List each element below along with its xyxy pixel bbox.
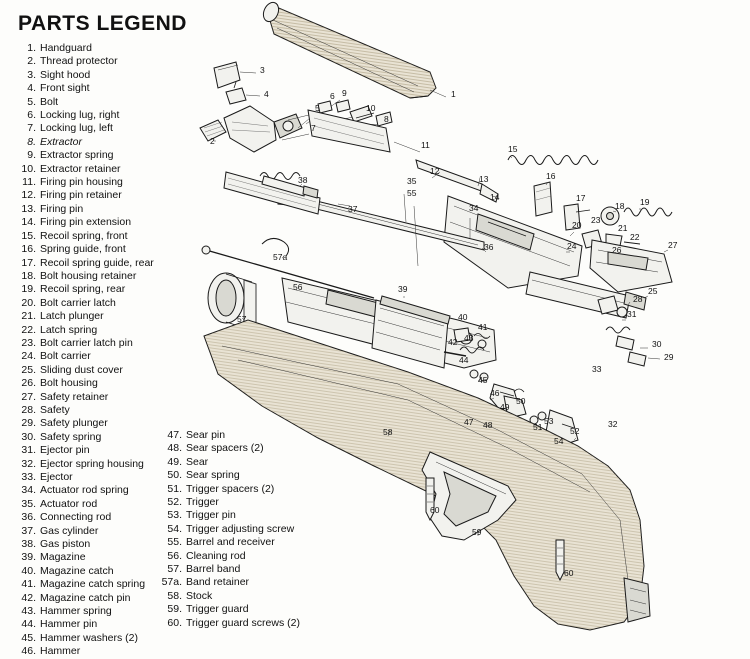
legend-item-label: Front sight — [40, 82, 90, 95]
legend-item-number: 31. — [21, 444, 36, 457]
callout-number: 45 — [478, 375, 488, 385]
legend-item-number: 45. — [21, 631, 36, 644]
legend-item — [14, 444, 174, 457]
legend-column-left — [14, 42, 174, 659]
legend-item-label: Sliding dust cover — [40, 363, 123, 376]
legend-item — [14, 364, 174, 377]
legend-item-number: 17. — [21, 256, 36, 269]
legend-item-label: Trigger guard screws (2) — [186, 616, 300, 629]
callout-number: 59 — [472, 527, 482, 537]
part-recoil-spring-rear — [624, 208, 672, 216]
part-sight-hood — [214, 62, 240, 88]
legend-item-number: 24. — [21, 350, 36, 363]
legend-item-label: Hammer spring — [40, 605, 112, 618]
page-title: PARTS LEGEND — [18, 12, 187, 35]
legend-item-number: 33. — [21, 471, 36, 483]
callout-number: 12 — [430, 166, 440, 176]
legend-item-number: 14. — [21, 216, 36, 229]
legend-item-number: 48. — [167, 442, 182, 455]
legend-item-number: 22. — [21, 323, 36, 336]
legend-item-number: 18. — [21, 269, 36, 282]
callout-number: 56 — [293, 282, 303, 292]
callout-number: 57a — [273, 252, 288, 262]
legend-item-label: Sear spacers (2) — [186, 442, 264, 455]
legend-item — [14, 216, 174, 229]
legend-item — [14, 310, 174, 323]
legend-item-number: 21. — [21, 310, 36, 323]
legend-item — [14, 55, 174, 68]
callout-number: 47 — [464, 417, 474, 427]
legend-item-number: 27. — [21, 390, 36, 403]
callout-number: 58 — [383, 427, 393, 437]
legend-item-number: 34. — [21, 484, 36, 497]
legend-item — [14, 189, 174, 202]
legend-item — [14, 632, 174, 645]
callout-number: 44 — [459, 355, 469, 365]
legend-item — [14, 645, 174, 658]
callout-number: 39 — [398, 284, 408, 294]
legend-item-number: 5. — [27, 95, 36, 108]
callout-number: 53 — [544, 416, 554, 426]
callout-number: 20 — [572, 220, 582, 230]
legend-item — [14, 578, 174, 591]
legend-item-label: Extractor — [40, 135, 83, 148]
legend-item-label: Band retainer — [186, 576, 250, 589]
legend-item — [14, 149, 174, 162]
legend-item-number: 55. — [167, 536, 182, 549]
legend-item-label: Trigger guard — [186, 603, 249, 616]
part-locking-lugs — [318, 100, 350, 113]
legend-item-label: Gas cylinder — [40, 524, 99, 537]
callout-number: 13 — [479, 174, 489, 184]
callout-number: 60 — [430, 505, 440, 515]
part-bolt — [224, 106, 302, 152]
legend-item-label: Trigger — [186, 496, 219, 509]
legend-item-number: 26. — [21, 377, 36, 390]
legend-item-label: Locking lug, right — [40, 109, 120, 122]
part-bolt-housing — [590, 240, 672, 292]
legend-item — [14, 257, 174, 270]
legend-item-number: 58. — [167, 589, 182, 602]
callout-number: 46 — [490, 388, 500, 398]
callout-number: 51 — [533, 422, 543, 432]
legend-item — [14, 69, 174, 82]
legend-item-number: 37. — [21, 524, 36, 537]
legend-item-label: Gas piston — [40, 538, 91, 551]
legend-item — [14, 618, 174, 631]
legend-item-label: Firing pin retainer — [40, 189, 122, 202]
legend-item-number: 49. — [167, 455, 182, 468]
callout-number: 54 — [554, 436, 564, 446]
callout-number: 26 — [612, 245, 622, 255]
legend-item — [14, 592, 174, 605]
callout-number: 32 — [608, 419, 618, 429]
legend-item-number: 28. — [21, 403, 36, 416]
legend-item-label: Magazine catch pin — [40, 591, 131, 604]
legend-item — [14, 136, 174, 149]
callout-number: 25 — [648, 286, 658, 296]
legend-item-label: Bolt housing — [40, 377, 98, 390]
legend-item-label: Safety plunger — [40, 417, 108, 430]
callout-number: 6 — [330, 91, 335, 101]
legend-item-label: Handguard — [40, 42, 92, 54]
legend-item-number: 7. — [27, 122, 36, 135]
legend-item — [14, 417, 174, 430]
legend-item-number: 9. — [27, 149, 36, 162]
legend-item-label: Stock — [186, 589, 213, 602]
legend-item-label: Sear — [186, 455, 209, 468]
legend-item-label: Bolt housing retainer — [40, 269, 137, 282]
legend-item-label: Actuator rod — [40, 497, 98, 510]
legend-item-number: 50. — [167, 469, 182, 482]
legend-item — [14, 391, 174, 404]
legend-item-label: Hammer — [40, 645, 81, 658]
legend-item-number: 40. — [21, 564, 36, 577]
legend-item-number: 57a. — [161, 576, 182, 589]
legend-item-label: Latch plunger — [40, 310, 104, 323]
callout-number: 38 — [298, 175, 308, 185]
legend-item-label: Sear spring — [186, 469, 240, 482]
callout-number: 3 — [260, 65, 265, 75]
legend-item — [14, 122, 174, 135]
callout-number: 2 — [210, 136, 215, 146]
legend-item-number: 42. — [21, 591, 36, 604]
legend-item — [14, 404, 174, 417]
callout-number: 21 — [618, 223, 628, 233]
callout-number: 24 — [567, 241, 577, 251]
callout-number: 60 — [564, 568, 574, 578]
legend-item — [14, 109, 174, 122]
legend-item-number: 36. — [21, 511, 36, 524]
callout-number: 17 — [576, 193, 586, 203]
legend-item-number: 20. — [21, 296, 36, 309]
legend-item-label: Extractor spring — [40, 149, 114, 162]
legend-item — [14, 565, 174, 578]
legend-item-number: 32. — [21, 457, 36, 470]
legend-item — [14, 82, 174, 95]
callout-number: 41 — [478, 322, 488, 332]
callout-number: 16 — [546, 171, 556, 181]
legend-item-label: Sight hood — [40, 68, 91, 81]
legend-item-label: Safety — [40, 403, 70, 416]
legend-item-label: Recoil spring, rear — [40, 283, 126, 296]
legend-item-number: 47. — [167, 429, 182, 441]
legend-item — [14, 511, 174, 524]
callout-number: 35 — [407, 176, 417, 186]
legend-item — [14, 538, 174, 551]
callout-number: 55 — [407, 188, 417, 198]
legend-item — [14, 458, 174, 471]
legend-item-label: Locking lug, left — [40, 122, 113, 135]
legend-item-label: Barrel and receiver — [186, 536, 275, 549]
legend-item — [14, 270, 174, 283]
legend-item-number: 8. — [27, 135, 36, 148]
legend-item-label: Ejector spring housing — [40, 457, 144, 470]
legend-item-number: 30. — [21, 430, 36, 443]
legend-item-label: Latch spring — [40, 323, 98, 336]
legend-item — [14, 230, 174, 243]
legend-item-label: Extractor retainer — [40, 162, 121, 175]
legend-item-label: Trigger spacers (2) — [186, 482, 275, 495]
callout-number: 48 — [483, 420, 493, 430]
legend-item-label: Cleaning rod — [186, 549, 246, 562]
legend-item-number: 59. — [167, 603, 182, 616]
legend-item-label: Bolt carrier latch pin — [40, 336, 133, 349]
legend-item-label: Ejector pin — [40, 444, 90, 457]
callout-number: 10 — [366, 103, 376, 113]
legend-item — [14, 551, 174, 564]
part-recoil-spring-front — [508, 156, 598, 165]
legend-item-label: Hammer pin — [40, 618, 98, 631]
legend-item-number: 53. — [167, 509, 182, 522]
legend-item-label: Ejector — [40, 471, 73, 483]
part-front-sight — [226, 82, 246, 104]
legend-item-number: 16. — [21, 243, 36, 256]
callout-number: 7 — [311, 123, 316, 133]
legend-item-number: 6. — [27, 109, 36, 122]
legend-item-label: Actuator rod spring — [40, 484, 129, 497]
callout-number: 52 — [570, 426, 580, 436]
legend-item-number: 1. — [27, 42, 36, 54]
legend-item-label: Bolt — [40, 95, 59, 108]
legend-item-label: Bolt carrier latch — [40, 296, 116, 309]
legend-item — [14, 498, 174, 511]
callout-number: 40 — [458, 312, 468, 322]
callout-number: 5 — [315, 103, 320, 113]
legend-item-label: Firing pin — [40, 202, 84, 215]
callout-number: 42 — [448, 337, 458, 347]
legend-item-number: 2. — [27, 55, 36, 68]
legend-item-label: Magazine catch — [40, 564, 114, 577]
legend-item — [14, 605, 174, 618]
legend-item-number: 23. — [21, 336, 36, 349]
legend-item-number: 38. — [21, 538, 36, 551]
callout-number: 29 — [664, 352, 674, 362]
legend-item-label: Bolt carrier — [40, 350, 91, 363]
callout-number: 33 — [592, 364, 602, 374]
legend-item-label: Connecting rod — [40, 511, 112, 524]
callout-number: 37 — [348, 204, 358, 214]
legend-item — [14, 431, 174, 444]
legend-item — [14, 484, 174, 497]
callout-number: 57 — [237, 314, 247, 324]
legend-item-number: 46. — [21, 645, 36, 658]
callout-number: 9 — [342, 88, 347, 98]
legend-item — [14, 525, 174, 538]
legend-item-label: Safety spring — [40, 430, 102, 443]
legend-item-number: 29. — [21, 417, 36, 430]
legend-item — [14, 471, 174, 484]
legend-item-label: Recoil spring guide, rear — [40, 256, 154, 269]
legend-item — [14, 243, 174, 256]
legend-item — [14, 283, 174, 296]
callout-number: 31 — [627, 309, 637, 319]
legend-item-label: Trigger pin — [186, 509, 236, 522]
legend-item-number: 25. — [21, 363, 36, 376]
legend-item — [14, 176, 174, 189]
legend-item — [14, 42, 174, 55]
legend-item-number: 3. — [27, 68, 36, 81]
exploded-diagram — [178, 0, 750, 659]
legend-item — [14, 337, 174, 350]
callout-number: 27 — [668, 240, 678, 250]
legend-item — [14, 96, 174, 109]
legend-item-number: 10. — [21, 162, 36, 175]
legend-item-number: 19. — [21, 283, 36, 296]
callout-number: 11 — [421, 140, 430, 150]
legend-item-label: Magazine — [40, 551, 86, 564]
callout-number: 19 — [640, 197, 650, 207]
callout-number: 8 — [384, 114, 389, 124]
callout-number: 36 — [484, 242, 494, 252]
part-magazine — [372, 296, 450, 368]
legend-item — [14, 350, 174, 363]
legend-item-label: Sear pin — [186, 429, 226, 441]
legend-item-number: 39. — [21, 551, 36, 564]
legend-item-label: Barrel band — [186, 563, 241, 576]
callout-number: 15 — [508, 144, 518, 154]
legend-item — [14, 163, 174, 176]
callout-number: 43 — [464, 333, 474, 343]
legend-item-number: 57. — [167, 563, 182, 576]
legend-item — [14, 324, 174, 337]
legend-item — [14, 297, 174, 310]
callout-number: 23 — [591, 215, 601, 225]
legend-item — [14, 377, 174, 390]
legend-item-label: Hammer washers (2) — [40, 631, 139, 644]
callout-number: 49 — [500, 402, 510, 412]
legend-item-number: 12. — [21, 189, 36, 202]
callout-number: 28 — [633, 294, 643, 304]
legend-item-number: 51. — [167, 482, 182, 495]
legend-item-number: 60. — [167, 616, 182, 629]
legend-item-label: Thread protector — [40, 55, 118, 68]
legend-item-number: 43. — [21, 605, 36, 618]
callout-number: 4 — [264, 89, 269, 99]
callout-number: 22 — [630, 232, 640, 242]
legend-item-number: 44. — [21, 618, 36, 631]
legend-item-number: 13. — [21, 202, 36, 215]
legend-item-number: 11. — [22, 176, 36, 189]
part-spring-guide-front — [534, 182, 552, 216]
legend-item-label: Magazine catch spring — [40, 578, 146, 591]
legend-item-number: 52. — [167, 496, 182, 509]
legend-item-label: Firing pin housing — [40, 176, 123, 189]
callout-number: 1 — [451, 89, 456, 99]
part-handguard — [261, 0, 436, 98]
callout-number: 18 — [615, 201, 625, 211]
legend-item-number: 35. — [21, 497, 36, 510]
legend-item — [14, 203, 174, 216]
legend-item-label: Spring guide, front — [40, 243, 126, 256]
callout-number: 34 — [469, 203, 479, 213]
legend-item-number: 15. — [21, 229, 36, 242]
legend-item-number: 54. — [167, 522, 182, 535]
callout-number: 30 — [652, 339, 662, 349]
legend-item-label: Safety retainer — [40, 390, 109, 403]
legend-item-number: 56. — [167, 549, 182, 562]
callout-number: 14 — [490, 192, 500, 202]
legend-item-label: Trigger adjusting screw — [186, 522, 295, 535]
legend-item-label: Firing pin extension — [40, 216, 132, 229]
legend-item-number: 4. — [27, 82, 36, 95]
legend-item-number: 41. — [21, 578, 36, 591]
callout-number: 50 — [516, 396, 526, 406]
legend-item-label: Recoil spring, front — [40, 229, 128, 242]
